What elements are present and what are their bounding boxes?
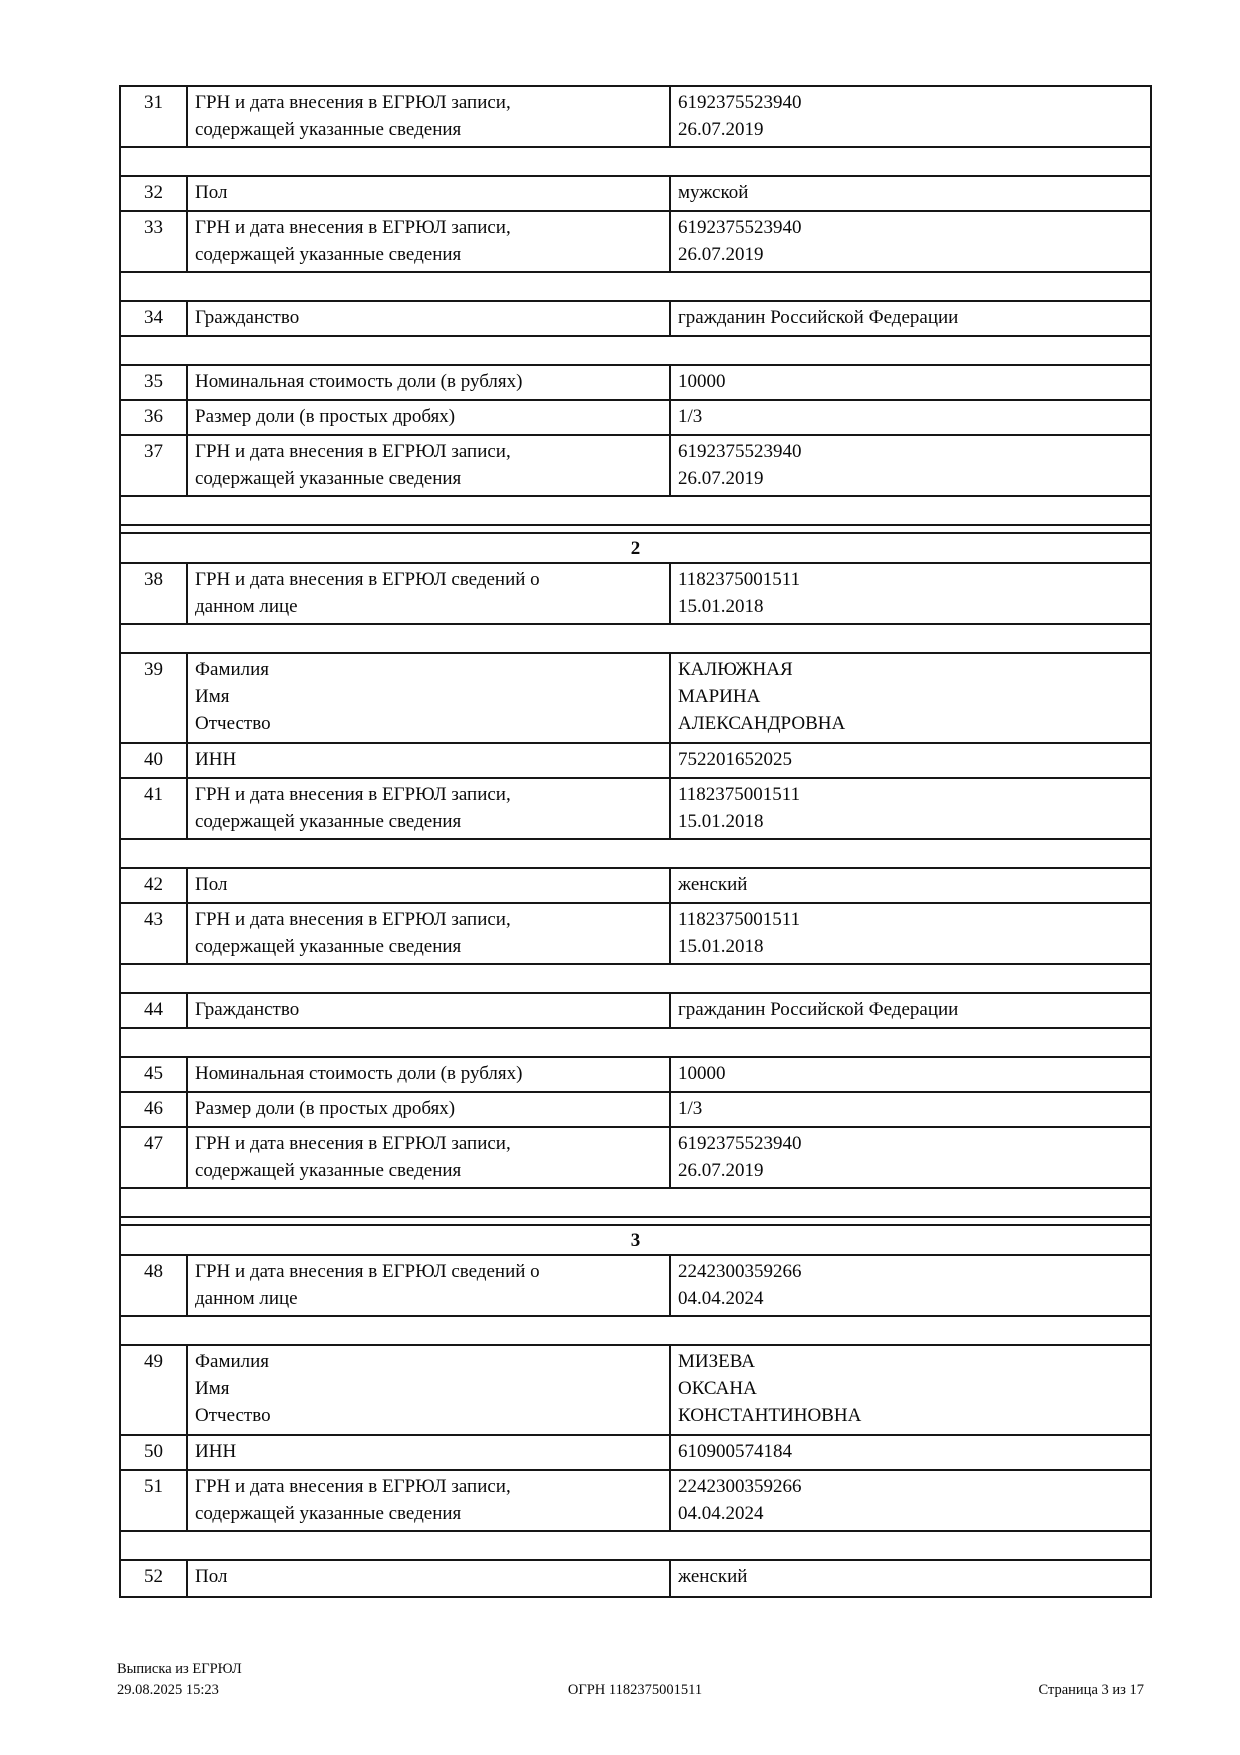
row-number: 47 (121, 1128, 188, 1187)
row-value (671, 779, 1150, 838)
value-line: 752201652025 (678, 749, 792, 770)
table-row-33 (121, 212, 1150, 273)
label-line: Пол (195, 874, 228, 895)
row-value (671, 654, 1150, 742)
table-row-49 (121, 1346, 1150, 1436)
row-value (671, 994, 1150, 1027)
spacer-row (121, 1029, 1150, 1058)
row-label (188, 869, 671, 902)
value-line: женский (678, 1566, 748, 1587)
row-value (671, 87, 1150, 146)
value-line: МАРИНА (678, 686, 761, 707)
row-value (671, 869, 1150, 902)
value-line: 26.07.2019 (678, 119, 764, 140)
value-line: КАЛЮЖНАЯ (678, 659, 793, 680)
label-line: Размер доли (в простых дробях) (195, 1098, 456, 1119)
value-line: АЛЕКСАНДРОВНА (678, 713, 846, 734)
row-label (188, 177, 671, 210)
label-line: содержащей указанные сведения (195, 811, 462, 832)
spacer-row (121, 840, 1150, 869)
label-line: Фамилия (195, 1351, 270, 1372)
row-number: 36 (121, 401, 188, 434)
spacer-row (121, 625, 1150, 654)
label-line: Имя (195, 686, 230, 707)
row-number: 41 (121, 779, 188, 838)
value-line: 2242300359266 (678, 1261, 802, 1282)
spacer-row (121, 965, 1150, 994)
row-number: 34 (121, 302, 188, 335)
value-line: 26.07.2019 (678, 244, 764, 265)
row-value (671, 436, 1150, 495)
label-line: Отчество (195, 713, 271, 734)
row-label (188, 744, 671, 777)
row-label (188, 436, 671, 495)
table-row-50 (121, 1436, 1150, 1471)
row-number: 38 (121, 564, 188, 623)
row-number: 51 (121, 1471, 188, 1530)
label-line: содержащей указанные сведения (195, 936, 462, 957)
table-row-51 (121, 1471, 1150, 1532)
row-label (188, 87, 671, 146)
footer-datetime: 29.08.2025 15:23 (117, 1682, 219, 1698)
label-line: Пол (195, 1566, 228, 1587)
egrul-table (119, 85, 1152, 1598)
label-line: содержащей указанные сведения (195, 119, 462, 140)
row-label (188, 1471, 671, 1530)
value-line: 2242300359266 (678, 1476, 802, 1497)
row-number: 42 (121, 869, 188, 902)
row-value (671, 1058, 1150, 1091)
table-row-39 (121, 654, 1150, 744)
section-number: 3 (630, 1230, 641, 1251)
row-number: 48 (121, 1256, 188, 1315)
label-line: Номинальная стоимость доли (в рублях) (195, 371, 523, 392)
section-gap-row (121, 526, 1150, 534)
label-line: содержащей указанные сведения (195, 1503, 462, 1524)
row-value (671, 302, 1150, 335)
row-number: 43 (121, 904, 188, 963)
value-line: 10000 (678, 371, 726, 392)
label-line: ГРН и дата внесения в ЕГРЮЛ записи, (195, 217, 511, 238)
row-value (671, 1471, 1150, 1530)
row-value (671, 1346, 1150, 1434)
label-line: ГРН и дата внесения в ЕГРЮЛ сведений о (195, 569, 540, 590)
section-gap-row (121, 1218, 1150, 1226)
row-number: 31 (121, 87, 188, 146)
row-label (188, 564, 671, 623)
label-line: Размер доли (в простых дробях) (195, 406, 456, 427)
row-number: 50 (121, 1436, 188, 1469)
value-line: 26.07.2019 (678, 1160, 764, 1181)
spacer-row (121, 148, 1150, 177)
row-value (671, 212, 1150, 271)
value-line: 15.01.2018 (678, 811, 764, 832)
footer-page-number: Страница 3 из 17 (1038, 1682, 1144, 1698)
row-label (188, 1346, 671, 1434)
row-label (188, 1058, 671, 1091)
value-line: 6192375523940 (678, 1133, 802, 1154)
row-label (188, 1256, 671, 1315)
section-header-2 (121, 534, 1150, 564)
row-value (671, 1128, 1150, 1187)
value-line: гражданин Российской Федерации (678, 307, 959, 328)
row-number: 37 (121, 436, 188, 495)
spacer-row (121, 1532, 1150, 1561)
row-value (671, 401, 1150, 434)
row-number: 52 (121, 1561, 188, 1596)
footer-doc-title: Выписка из ЕГРЮЛ (117, 1661, 242, 1677)
value-line: 04.04.2024 (678, 1503, 764, 1524)
row-number: 49 (121, 1346, 188, 1434)
value-line: 15.01.2018 (678, 596, 764, 617)
value-line: МИЗЕВА (678, 1351, 755, 1372)
row-label (188, 904, 671, 963)
table-row-35 (121, 366, 1150, 401)
row-value (671, 1093, 1150, 1126)
table-row-32 (121, 177, 1150, 212)
value-line: 6192375523940 (678, 92, 802, 113)
label-line: Номинальная стоимость доли (в рублях) (195, 1063, 523, 1084)
table-row-42 (121, 869, 1150, 904)
spacer-row (121, 337, 1150, 366)
label-line: Отчество (195, 1405, 271, 1426)
spacer-row (121, 497, 1150, 526)
row-label (188, 994, 671, 1027)
row-number: 44 (121, 994, 188, 1027)
label-line: Имя (195, 1378, 230, 1399)
label-line: Гражданство (195, 999, 300, 1020)
table-row-34 (121, 302, 1150, 337)
table-row-46 (121, 1093, 1150, 1128)
table-row-44 (121, 994, 1150, 1029)
table-row-45 (121, 1058, 1150, 1093)
table-row-40 (121, 744, 1150, 779)
value-line: 1182375001511 (678, 569, 801, 590)
row-label (188, 779, 671, 838)
section-number: 2 (630, 538, 641, 559)
label-line: ГРН и дата внесения в ЕГРЮЛ записи, (195, 441, 511, 462)
label-line: содержащей указанные сведения (195, 1160, 462, 1181)
row-label (188, 366, 671, 399)
label-line: Фамилия (195, 659, 270, 680)
table-row-52 (121, 1561, 1150, 1596)
value-line: ОКСАНА (678, 1378, 757, 1399)
value-line: гражданин Российской Федерации (678, 999, 959, 1020)
label-line: Гражданство (195, 307, 300, 328)
label-line: содержащей указанные сведения (195, 244, 462, 265)
spacer-row (121, 1189, 1150, 1218)
row-label (188, 1436, 671, 1469)
table-row-38 (121, 564, 1150, 625)
value-line: 1/3 (678, 406, 703, 427)
table-row-43 (121, 904, 1150, 965)
label-line: ИНН (195, 749, 237, 770)
label-line: Пол (195, 182, 228, 203)
table-row-48 (121, 1256, 1150, 1317)
value-line: 1/3 (678, 1098, 703, 1119)
row-number: 32 (121, 177, 188, 210)
value-line: 1182375001511 (678, 784, 801, 805)
row-number: 40 (121, 744, 188, 777)
label-line: данном лице (195, 596, 298, 617)
value-line: 10000 (678, 1063, 726, 1084)
row-label (188, 212, 671, 271)
section-header-3 (121, 1226, 1150, 1256)
value-line: 04.04.2024 (678, 1288, 764, 1309)
label-line: ИНН (195, 1441, 237, 1462)
label-line: ГРН и дата внесения в ЕГРЮЛ записи, (195, 784, 511, 805)
value-line: мужской (678, 182, 749, 203)
spacer-row (121, 273, 1150, 302)
label-line: ГРН и дата внесения в ЕГРЮЛ сведений о (195, 1261, 540, 1282)
row-number: 33 (121, 212, 188, 271)
row-number: 35 (121, 366, 188, 399)
label-line: ГРН и дата внесения в ЕГРЮЛ записи, (195, 1133, 511, 1154)
label-line: ГРН и дата внесения в ЕГРЮЛ записи, (195, 1476, 511, 1497)
label-line: ГРН и дата внесения в ЕГРЮЛ записи, (195, 92, 511, 113)
row-number: 39 (121, 654, 188, 742)
row-label (188, 302, 671, 335)
label-line: ГРН и дата внесения в ЕГРЮЛ записи, (195, 909, 511, 930)
value-line: 610900574184 (678, 1441, 792, 1462)
label-line: данном лице (195, 1288, 298, 1309)
row-value (671, 744, 1150, 777)
value-line: 6192375523940 (678, 217, 802, 238)
value-line: 15.01.2018 (678, 936, 764, 957)
table-row-47 (121, 1128, 1150, 1189)
row-number: 46 (121, 1093, 188, 1126)
label-line: содержащей указанные сведения (195, 468, 462, 489)
row-value (671, 564, 1150, 623)
row-value (671, 904, 1150, 963)
row-value (671, 177, 1150, 210)
table-row-36 (121, 401, 1150, 436)
row-label (188, 1093, 671, 1126)
table-row-37 (121, 436, 1150, 497)
row-value (671, 1436, 1150, 1469)
row-label (188, 654, 671, 742)
value-line: женский (678, 874, 748, 895)
value-line: 6192375523940 (678, 441, 802, 462)
row-value (671, 1561, 1150, 1596)
row-label (188, 1128, 671, 1187)
row-value (671, 366, 1150, 399)
value-line: 26.07.2019 (678, 468, 764, 489)
spacer-row (121, 1317, 1150, 1346)
row-label (188, 401, 671, 434)
table-row-31 (121, 87, 1150, 148)
row-number: 45 (121, 1058, 188, 1091)
row-label (188, 1561, 671, 1596)
row-value (671, 1256, 1150, 1315)
footer-ogrn: ОГРН 1182375001511 (567, 1682, 703, 1698)
value-line: 1182375001511 (678, 909, 801, 930)
value-line: КОНСТАНТИНОВНА (678, 1405, 862, 1426)
table-row-41 (121, 779, 1150, 840)
